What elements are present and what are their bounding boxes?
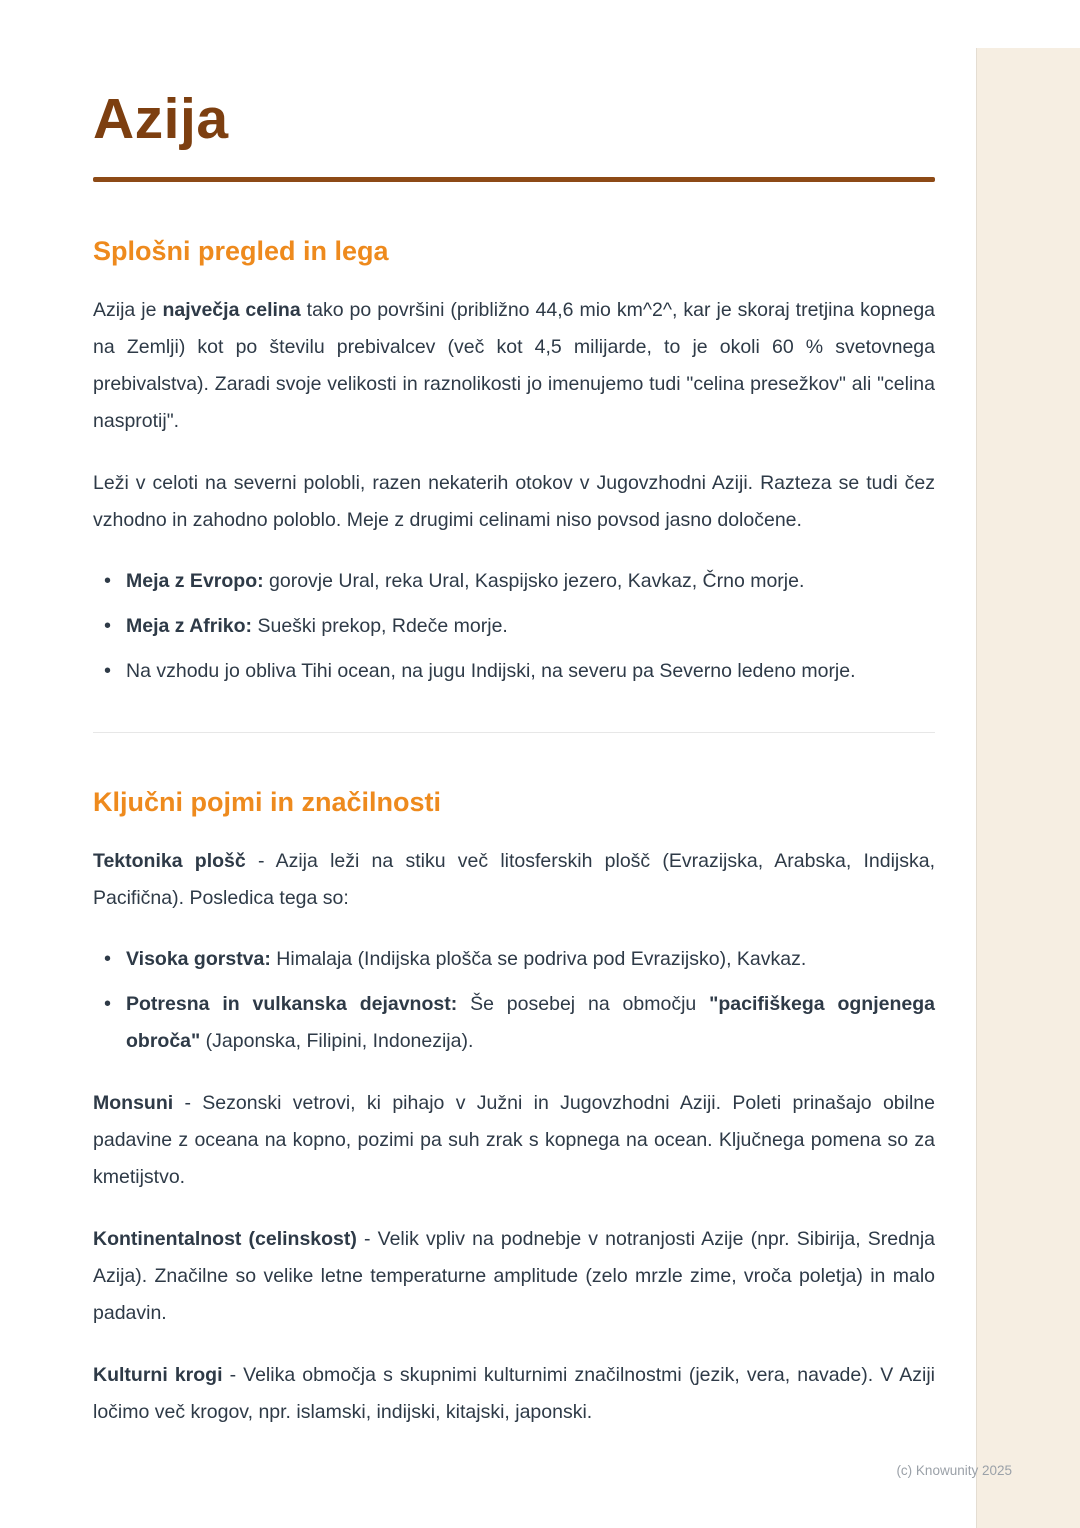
list-item (126, 653, 935, 690)
overview-paragraph-1 (93, 292, 935, 440)
overview-paragraph-2: Leži v celoti na severni polobli, razen nekaterih otokov v Jugovzhodni Aziji. Razteza se tudi čez vzhodno in zahodno poloblo. Meje z drugimi celinami niso povsod jasno določene. (93, 471, 935, 531)
bold-segment: Kulturni krogi (93, 1363, 223, 1386)
kontinentalnost-paragraph (93, 1221, 935, 1332)
next-page-strip (976, 48, 1080, 1528)
bullet-text: (Japonska, Filipini, Indonezija). (200, 1029, 474, 1052)
copyright-watermark: (c) Knowunity 2025 (896, 1463, 1012, 1478)
bold-segment: Kontinentalnost (celinskost) (93, 1227, 357, 1250)
bold-segment: Monsuni (93, 1091, 174, 1114)
concepts-bullet-list (93, 941, 935, 1060)
list-item (126, 941, 935, 978)
text-segment: - Velika območja s skupnimi kulturnimi značilnostmi (jezik, vera, navade). V Aziji ločimo več krogov, npr. islamski, indijski, kitajski, japonski. (93, 1363, 935, 1423)
list-item (126, 608, 935, 645)
section-heading-overview: Splošni pregled in lega (93, 235, 389, 266)
bullet-bold-label: Meja z Evropo: (126, 569, 264, 592)
text-segment: Azija je (93, 298, 163, 321)
title-rule (93, 177, 935, 182)
bullet-text: Himalaja (Indijska plošča se podriva pod Evrazijsko), Kavkaz. (270, 947, 807, 970)
text-segment: - Sezonski vetrovi, ki pihajo v Južni in Jugovzhodni Aziji. Poleti prinašajo obilne padavine z oceana na kopno, pozimi pa suh zrak s kopnega na ocean. Ključnega pomena so za kmetijstvo. (93, 1091, 935, 1188)
document-content (93, 0, 935, 1431)
section-divider (93, 732, 935, 733)
bullet-bold-phrase: "pacifiškega ognjenega obroča" (126, 992, 935, 1052)
page-title: Azija (93, 87, 229, 151)
bullet-text: Na vzhodu jo obliva Tihi ocean, na jugu Indijski, na severu pa Severno ledeno morje. (126, 659, 856, 682)
kulturni-paragraph (93, 1357, 935, 1431)
bullet-text: Še posebej na območju (457, 992, 710, 1015)
bullet-bold-label: Visoka gorstva: (126, 947, 271, 970)
text-segment: - Velik vpliv na podnebje v notranjosti Azije (npr. Sibirija, Srednja Azija). Značilne so velike letne temperaturne amplitude (zelo mrzle zime, vroča poletja) in malo padavin. (93, 1227, 935, 1324)
bold-segment: Tektonika plošč (93, 849, 246, 872)
monsuni-paragraph (93, 1085, 935, 1196)
bullet-bold-label: Potresna in vulkanska dejavnost: (126, 992, 458, 1015)
list-item (126, 986, 935, 1060)
bullet-bold-label: Meja z Afriko: (126, 614, 253, 637)
text-segment: - Azija leži na stiku več litosferskih plošč (Evrazijska, Arabska, Indijska, Pacifična). Posledica tega so: (93, 849, 935, 909)
text-segment: tako po površini (približno 44,6 mio km^2^, kar je skoraj tretjina kopnega na Zemlji) kot po številu prebivalcev (več kot 4,5 milijarde, to je okoli 60 % svetovnega prebivalstva). Zaradi svoje velikosti in raznolikosti jo imenujemo tudi "celina presežkov" ali "celina nasprotij". (93, 298, 936, 432)
bullet-text: Sueški prekop, Rdeče morje. (252, 614, 508, 637)
section-heading-concepts: Ključni pojmi in značilnosti (93, 786, 442, 817)
tektonika-paragraph (93, 843, 935, 917)
overview-bullet-list (93, 563, 935, 690)
bold-segment: največja celina (162, 298, 301, 321)
bullet-text: gorovje Ural, reka Ural, Kaspijsko jezero, Kavkaz, Črno morje. (263, 569, 805, 592)
list-item (126, 563, 935, 600)
